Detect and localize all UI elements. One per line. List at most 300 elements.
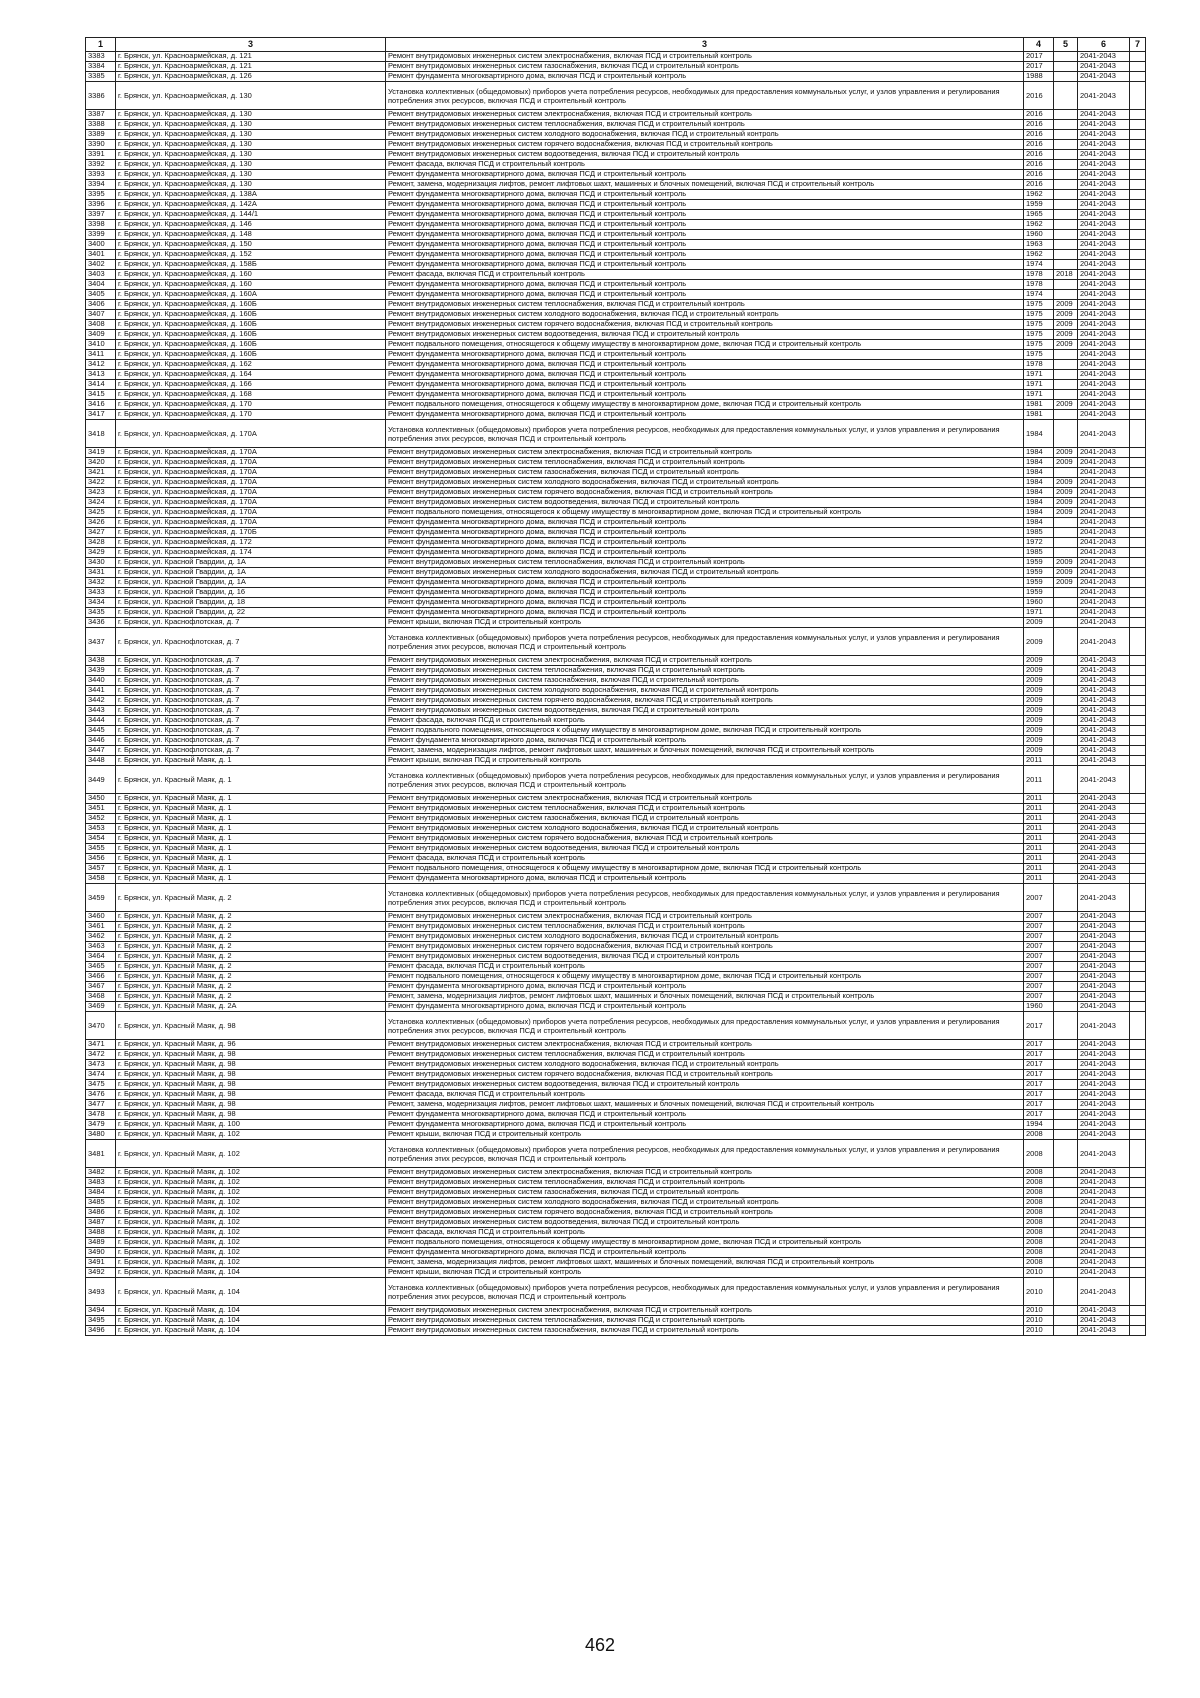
note-cell (1130, 952, 1146, 962)
note-cell (1130, 230, 1146, 240)
year-built-cell: 2016 (1024, 82, 1054, 110)
row-number-cell: 3400 (86, 240, 116, 250)
last-repair-year-cell (1054, 390, 1078, 400)
year-built-cell: 2009 (1024, 726, 1054, 736)
address-cell: г. Брянск, ул. Красноармейская, д. 170 (116, 400, 386, 410)
year-built-cell: 2007 (1024, 932, 1054, 942)
year-built-cell: 2017 (1024, 62, 1054, 72)
row-number-cell: 3480 (86, 1130, 116, 1140)
row-number-cell: 3459 (86, 884, 116, 912)
address-cell: г. Брянск, ул. Красный Маяк, д. 98 (116, 1070, 386, 1080)
last-repair-year-cell (1054, 912, 1078, 922)
planned-period-cell: 2041-2043 (1078, 844, 1130, 854)
table-row (86, 350, 1146, 360)
planned-period-cell: 2041-2043 (1078, 1130, 1130, 1140)
planned-period-cell: 2041-2043 (1078, 1188, 1130, 1198)
note-cell (1130, 736, 1146, 746)
note-cell (1130, 578, 1146, 588)
last-repair-year-cell: 2009 (1054, 448, 1078, 458)
work-type-cell: Ремонт внутридомовых инженерных систем водоотведения, включая ПСД и строительный контроль (386, 1080, 1024, 1090)
last-repair-year-cell: 2009 (1054, 310, 1078, 320)
year-built-cell: 2010 (1024, 1268, 1054, 1278)
note-cell (1130, 300, 1146, 310)
header-cell: 6 (1078, 38, 1130, 52)
address-cell: г. Брянск, ул. Красноармейская, д. 130 (116, 120, 386, 130)
row-number-cell: 3435 (86, 608, 116, 618)
planned-period-cell: 2041-2043 (1078, 884, 1130, 912)
table-row (86, 280, 1146, 290)
table-row (86, 1316, 1146, 1326)
note-cell (1130, 1070, 1146, 1080)
last-repair-year-cell: 2009 (1054, 558, 1078, 568)
note-cell (1130, 1228, 1146, 1238)
last-repair-year-cell (1054, 1040, 1078, 1050)
last-repair-year-cell (1054, 420, 1078, 448)
year-built-cell: 1971 (1024, 370, 1054, 380)
address-cell: г. Брянск, ул. Красный Маяк, д. 2 (116, 912, 386, 922)
year-built-cell: 2016 (1024, 180, 1054, 190)
planned-period-cell: 2041-2043 (1078, 528, 1130, 538)
table-row (86, 696, 1146, 706)
year-built-cell: 2017 (1024, 1110, 1054, 1120)
address-cell: г. Брянск, ул. Красный Маяк, д. 2 (116, 992, 386, 1002)
row-number-cell: 3457 (86, 864, 116, 874)
row-number-cell: 3421 (86, 468, 116, 478)
last-repair-year-cell (1054, 120, 1078, 130)
table-row (86, 1050, 1146, 1060)
table-row (86, 160, 1146, 170)
row-number-cell: 3466 (86, 972, 116, 982)
planned-period-cell: 2041-2043 (1078, 706, 1130, 716)
year-built-cell: 1960 (1024, 230, 1054, 240)
last-repair-year-cell (1054, 140, 1078, 150)
last-repair-year-cell (1054, 370, 1078, 380)
row-number-cell: 3455 (86, 844, 116, 854)
address-cell: г. Брянск, ул. Красноармейская, д. 130 (116, 160, 386, 170)
note-cell (1130, 618, 1146, 628)
row-number-cell: 3452 (86, 814, 116, 824)
row-number-cell: 3437 (86, 628, 116, 656)
last-repair-year-cell (1054, 834, 1078, 844)
row-number-cell: 3428 (86, 538, 116, 548)
last-repair-year-cell (1054, 190, 1078, 200)
address-cell: г. Брянск, ул. Красный Маяк, д. 102 (116, 1130, 386, 1140)
note-cell (1130, 210, 1146, 220)
note-cell (1130, 1218, 1146, 1228)
row-number-cell: 3407 (86, 310, 116, 320)
last-repair-year-cell (1054, 864, 1078, 874)
table-row (86, 150, 1146, 160)
table-row (86, 1012, 1146, 1040)
work-type-cell: Ремонт подвального помещения, относящегося к общему имуществу в многоквартирном доме, включая ПСД и строительный контроль (386, 508, 1024, 518)
last-repair-year-cell (1054, 1130, 1078, 1140)
planned-period-cell: 2041-2043 (1078, 350, 1130, 360)
last-repair-year-cell (1054, 844, 1078, 854)
year-built-cell: 1975 (1024, 350, 1054, 360)
header-cell: 3 (116, 38, 386, 52)
last-repair-year-cell: 2009 (1054, 340, 1078, 350)
work-type-cell: Ремонт фасада, включая ПСД и строительный контроль (386, 854, 1024, 864)
address-cell: г. Брянск, ул. Красный Маяк, д. 1 (116, 844, 386, 854)
last-repair-year-cell (1054, 1120, 1078, 1130)
work-type-cell: Ремонт внутридомовых инженерных систем электроснабжения, включая ПСД и строительный контроль (386, 1306, 1024, 1316)
work-type-cell: Ремонт фундамента многоквартирного дома, включая ПСД и строительный контроль (386, 380, 1024, 390)
note-cell (1130, 320, 1146, 330)
planned-period-cell: 2041-2043 (1078, 1326, 1130, 1336)
work-type-cell: Ремонт внутридомовых инженерных систем холодного водоснабжения, включая ПСД и строительный контроль (386, 1060, 1024, 1070)
table-row (86, 340, 1146, 350)
planned-period-cell: 2041-2043 (1078, 1080, 1130, 1090)
year-built-cell: 1963 (1024, 240, 1054, 250)
last-repair-year-cell (1054, 290, 1078, 300)
planned-period-cell: 2041-2043 (1078, 568, 1130, 578)
work-type-cell: Ремонт подвального помещения, относящегося к общему имуществу в многоквартирном доме, включая ПСД и строительный контроль (386, 972, 1024, 982)
table-row (86, 756, 1146, 766)
year-built-cell: 1975 (1024, 310, 1054, 320)
planned-period-cell: 2041-2043 (1078, 180, 1130, 190)
note-cell (1130, 518, 1146, 528)
work-type-cell: Ремонт внутридомовых инженерных систем теплоснабжения, включая ПСД и строительный контроль (386, 804, 1024, 814)
year-built-cell: 1984 (1024, 488, 1054, 498)
last-repair-year-cell (1054, 528, 1078, 538)
row-number-cell: 3489 (86, 1238, 116, 1248)
work-type-cell: Ремонт фундамента многоквартирного дома, включая ПСД и строительный контроль (386, 608, 1024, 618)
year-built-cell: 1962 (1024, 220, 1054, 230)
planned-period-cell: 2041-2043 (1078, 370, 1130, 380)
table-row (86, 448, 1146, 458)
last-repair-year-cell (1054, 932, 1078, 942)
work-type-cell: Ремонт внутридомовых инженерных систем водоотведения, включая ПСД и строительный контроль (386, 498, 1024, 508)
planned-period-cell: 2041-2043 (1078, 1238, 1130, 1248)
note-cell (1130, 62, 1146, 72)
work-type-cell: Ремонт внутридомовых инженерных систем газоснабжения, включая ПСД и строительный контроль (386, 1326, 1024, 1336)
planned-period-cell: 2041-2043 (1078, 160, 1130, 170)
work-type-cell: Ремонт фундамента многоквартирного дома, включая ПСД и строительный контроль (386, 1110, 1024, 1120)
note-cell (1130, 1002, 1146, 1012)
table-row (86, 706, 1146, 716)
address-cell: г. Брянск, ул. Красноармейская, д. 160Б (116, 300, 386, 310)
address-cell: г. Брянск, ул. Красноармейская, д. 130 (116, 82, 386, 110)
planned-period-cell: 2041-2043 (1078, 190, 1130, 200)
address-cell: г. Брянск, ул. Красноармейская, д. 130 (116, 180, 386, 190)
last-repair-year-cell (1054, 726, 1078, 736)
address-cell: г. Брянск, ул. Красноармейская, д. 150 (116, 240, 386, 250)
work-type-cell: Ремонт внутридомовых инженерных систем холодного водоснабжения, включая ПСД и строительный контроль (386, 932, 1024, 942)
note-cell (1130, 110, 1146, 120)
year-built-cell: 2010 (1024, 1316, 1054, 1326)
year-built-cell: 2007 (1024, 942, 1054, 952)
work-type-cell: Ремонт внутридомовых инженерных систем теплоснабжения, включая ПСД и строительный контроль (386, 558, 1024, 568)
address-cell: г. Брянск, ул. Краснофлотская, д. 7 (116, 706, 386, 716)
row-number-cell: 3451 (86, 804, 116, 814)
note-cell (1130, 370, 1146, 380)
table-row (86, 1178, 1146, 1188)
table-row (86, 1278, 1146, 1306)
work-type-cell: Установка коллективных (общедомовых) приборов учета потребления ресурсов, необходимых для предоставления коммунальных услуг, и узлов управления и регулирования потребления этих ресурсов, включая ПСД и строительный контроль (386, 1012, 1024, 1040)
note-cell (1130, 1140, 1146, 1168)
note-cell (1130, 1012, 1146, 1040)
planned-period-cell: 2041-2043 (1078, 1090, 1130, 1100)
year-built-cell: 2017 (1024, 1060, 1054, 1070)
work-type-cell: Ремонт внутридомовых инженерных систем водоотведения, включая ПСД и строительный контроль (386, 706, 1024, 716)
year-built-cell: 1988 (1024, 72, 1054, 82)
note-cell (1130, 982, 1146, 992)
table-row (86, 834, 1146, 844)
work-type-cell: Ремонт внутридомовых инженерных систем электроснабжения, включая ПСД и строительный контроль (386, 110, 1024, 120)
row-number-cell: 3401 (86, 250, 116, 260)
work-type-cell: Ремонт фундамента многоквартирного дома, включая ПСД и строительный контроль (386, 1002, 1024, 1012)
year-built-cell: 1959 (1024, 568, 1054, 578)
address-cell: г. Брянск, ул. Красный Маяк, д. 102 (116, 1188, 386, 1198)
year-built-cell: 2010 (1024, 1306, 1054, 1316)
last-repair-year-cell (1054, 150, 1078, 160)
last-repair-year-cell (1054, 1070, 1078, 1080)
note-cell (1130, 1278, 1146, 1306)
year-built-cell: 2017 (1024, 52, 1054, 62)
row-number-cell: 3440 (86, 676, 116, 686)
planned-period-cell: 2041-2043 (1078, 390, 1130, 400)
work-type-cell: Ремонт внутридомовых инженерных систем холодного водоснабжения, включая ПСД и строительный контроль (386, 824, 1024, 834)
row-number-cell: 3449 (86, 766, 116, 794)
planned-period-cell: 2041-2043 (1078, 686, 1130, 696)
row-number-cell: 3405 (86, 290, 116, 300)
last-repair-year-cell: 2009 (1054, 458, 1078, 468)
year-built-cell: 2009 (1024, 746, 1054, 756)
planned-period-cell: 2041-2043 (1078, 676, 1130, 686)
table-row (86, 874, 1146, 884)
note-cell (1130, 962, 1146, 972)
table-row (86, 478, 1146, 488)
year-built-cell: 2008 (1024, 1188, 1054, 1198)
year-built-cell: 2016 (1024, 120, 1054, 130)
planned-period-cell: 2041-2043 (1078, 340, 1130, 350)
work-type-cell: Ремонт внутридомовых инженерных систем теплоснабжения, включая ПСД и строительный контроль (386, 120, 1024, 130)
address-cell: г. Брянск, ул. Красной Гвардии, д. 22 (116, 608, 386, 618)
row-number-cell: 3481 (86, 1140, 116, 1168)
address-cell: г. Брянск, ул. Красной Гвардии, д. 1А (116, 558, 386, 568)
note-cell (1130, 330, 1146, 340)
last-repair-year-cell (1054, 1306, 1078, 1316)
year-built-cell: 1975 (1024, 320, 1054, 330)
row-number-cell: 3469 (86, 1002, 116, 1012)
planned-period-cell: 2041-2043 (1078, 1040, 1130, 1050)
table-row (86, 1326, 1146, 1336)
table-row (86, 1218, 1146, 1228)
address-cell: г. Брянск, ул. Красноармейская, д. 130 (116, 110, 386, 120)
work-type-cell: Ремонт фундамента многоквартирного дома, включая ПСД и строительный контроль (386, 290, 1024, 300)
year-built-cell: 2008 (1024, 1218, 1054, 1228)
work-type-cell: Ремонт крыши, включая ПСД и строительный контроль (386, 1130, 1024, 1140)
note-cell (1130, 410, 1146, 420)
planned-period-cell: 2041-2043 (1078, 82, 1130, 110)
work-type-cell: Ремонт внутридомовых инженерных систем горячего водоснабжения, включая ПСД и строительный контроль (386, 1070, 1024, 1080)
planned-period-cell: 2041-2043 (1078, 410, 1130, 420)
row-number-cell: 3476 (86, 1090, 116, 1100)
work-type-cell: Ремонт фасада, включая ПСД и строительный контроль (386, 1090, 1024, 1100)
planned-period-cell: 2041-2043 (1078, 716, 1130, 726)
note-cell (1130, 1188, 1146, 1198)
note-cell (1130, 1060, 1146, 1070)
row-number-cell: 3485 (86, 1198, 116, 1208)
work-type-cell: Ремонт внутридомовых инженерных систем электроснабжения, включая ПСД и строительный контроль (386, 52, 1024, 62)
address-cell: г. Брянск, ул. Краснофлотская, д. 7 (116, 628, 386, 656)
row-number-cell: 3491 (86, 1258, 116, 1268)
note-cell (1130, 1306, 1146, 1316)
planned-period-cell: 2041-2043 (1078, 538, 1130, 548)
table-row (86, 608, 1146, 618)
last-repair-year-cell: 2009 (1054, 498, 1078, 508)
table-row (86, 578, 1146, 588)
row-number-cell: 3402 (86, 260, 116, 270)
row-number-cell: 3478 (86, 1110, 116, 1120)
row-number-cell: 3430 (86, 558, 116, 568)
planned-period-cell: 2041-2043 (1078, 1258, 1130, 1268)
last-repair-year-cell (1054, 942, 1078, 952)
table-row (86, 230, 1146, 240)
planned-period-cell: 2041-2043 (1078, 1268, 1130, 1278)
planned-period-cell: 2041-2043 (1078, 982, 1130, 992)
note-cell (1130, 1120, 1146, 1130)
work-type-cell: Ремонт внутридомовых инженерных систем водоотведения, включая ПСД и строительный контроль (386, 844, 1024, 854)
address-cell: г. Брянск, ул. Красный Маяк, д. 102 (116, 1228, 386, 1238)
row-number-cell: 3473 (86, 1060, 116, 1070)
planned-period-cell: 2041-2043 (1078, 794, 1130, 804)
planned-period-cell: 2041-2043 (1078, 726, 1130, 736)
work-type-cell: Ремонт крыши, включая ПСД и строительный контроль (386, 618, 1024, 628)
address-cell: г. Брянск, ул. Красный Маяк, д. 1 (116, 756, 386, 766)
address-cell: г. Брянск, ул. Красноармейская, д. 130 (116, 140, 386, 150)
last-repair-year-cell (1054, 696, 1078, 706)
year-built-cell: 2017 (1024, 1050, 1054, 1060)
planned-period-cell: 2041-2043 (1078, 1100, 1130, 1110)
year-built-cell: 2009 (1024, 676, 1054, 686)
table-row (86, 912, 1146, 922)
address-cell: г. Брянск, ул. Красный Маяк, д. 1 (116, 804, 386, 814)
work-type-cell: Ремонт, замена, модернизация лифтов, ремонт лифтовых шахт, машинных и блочных помещений, включая ПСД и строительный контроль (386, 1258, 1024, 1268)
note-cell (1130, 468, 1146, 478)
work-type-cell: Ремонт внутридомовых инженерных систем водоотведения, включая ПСД и строительный контроль (386, 150, 1024, 160)
work-type-cell: Ремонт внутридомовых инженерных систем электроснабжения, включая ПСД и строительный контроль (386, 912, 1024, 922)
planned-period-cell: 2041-2043 (1078, 488, 1130, 498)
planned-period-cell: 2041-2043 (1078, 824, 1130, 834)
year-built-cell: 1994 (1024, 1120, 1054, 1130)
table-row (86, 804, 1146, 814)
work-type-cell: Ремонт фундамента многоквартирного дома, включая ПСД и строительный контроль (386, 598, 1024, 608)
row-number-cell: 3474 (86, 1070, 116, 1080)
address-cell: г. Брянск, ул. Красноармейская, д. 170А (116, 468, 386, 478)
address-cell: г. Брянск, ул. Красноармейская, д. 170А (116, 518, 386, 528)
planned-period-cell: 2041-2043 (1078, 1178, 1130, 1188)
address-cell: г. Брянск, ул. Красноармейская, д. 170 (116, 410, 386, 420)
note-cell (1130, 656, 1146, 666)
work-type-cell: Ремонт, замена, модернизация лифтов, ремонт лифтовых шахт, машинных и блочных помещений, включая ПСД и строительный контроль (386, 1100, 1024, 1110)
work-type-cell: Установка коллективных (общедомовых) приборов учета потребления ресурсов, необходимых для предоставления коммунальных услуг, и узлов управления и регулирования потребления этих ресурсов, включая ПСД и строительный контроль (386, 420, 1024, 448)
work-type-cell: Ремонт фасада, включая ПСД и строительный контроль (386, 160, 1024, 170)
note-cell (1130, 814, 1146, 824)
planned-period-cell: 2041-2043 (1078, 1278, 1130, 1306)
row-number-cell: 3434 (86, 598, 116, 608)
table-row (86, 380, 1146, 390)
table-row (86, 508, 1146, 518)
address-cell: г. Брянск, ул. Красноармейская, д. 138А (116, 190, 386, 200)
row-number-cell: 3392 (86, 160, 116, 170)
table-row (86, 190, 1146, 200)
note-cell (1130, 390, 1146, 400)
table-row (86, 240, 1146, 250)
work-type-cell: Ремонт подвального помещения, относящегося к общему имуществу в многоквартирном доме, включая ПСД и строительный контроль (386, 726, 1024, 736)
note-cell (1130, 716, 1146, 726)
table-row (86, 1002, 1146, 1012)
table-row (86, 726, 1146, 736)
year-built-cell: 1984 (1024, 518, 1054, 528)
planned-period-cell: 2041-2043 (1078, 230, 1130, 240)
address-cell: г. Брянск, ул. Красноармейская, д. 126 (116, 72, 386, 82)
note-cell (1130, 160, 1146, 170)
row-number-cell: 3494 (86, 1306, 116, 1316)
table-row (86, 746, 1146, 756)
table-row (86, 130, 1146, 140)
note-cell (1130, 380, 1146, 390)
address-cell: г. Брянск, ул. Красноармейская, д. 160Б (116, 330, 386, 340)
address-cell: г. Брянск, ул. Красный Маяк, д. 2 (116, 884, 386, 912)
last-repair-year-cell (1054, 548, 1078, 558)
planned-period-cell: 2041-2043 (1078, 1208, 1130, 1218)
last-repair-year-cell (1054, 1168, 1078, 1178)
row-number-cell: 3445 (86, 726, 116, 736)
address-cell: г. Брянск, ул. Красный Маяк, д. 98 (116, 1080, 386, 1090)
note-cell (1130, 1130, 1146, 1140)
note-cell (1130, 1040, 1146, 1050)
last-repair-year-cell (1054, 1326, 1078, 1336)
last-repair-year-cell (1054, 746, 1078, 756)
row-number-cell: 3384 (86, 62, 116, 72)
table-row (86, 1070, 1146, 1080)
table-row (86, 330, 1146, 340)
note-cell (1130, 746, 1146, 756)
work-type-cell: Ремонт фундамента многоквартирного дома, включая ПСД и строительный контроль (386, 360, 1024, 370)
table-row (86, 1208, 1146, 1218)
year-built-cell: 1962 (1024, 250, 1054, 260)
note-cell (1130, 608, 1146, 618)
planned-period-cell: 2041-2043 (1078, 250, 1130, 260)
planned-period-cell: 2041-2043 (1078, 548, 1130, 558)
work-type-cell: Ремонт внутридомовых инженерных систем газоснабжения, включая ПСД и строительный контроль (386, 814, 1024, 824)
last-repair-year-cell (1054, 360, 1078, 370)
row-number-cell: 3446 (86, 736, 116, 746)
row-number-cell: 3483 (86, 1178, 116, 1188)
address-cell: г. Брянск, ул. Красный Маяк, д. 104 (116, 1326, 386, 1336)
row-number-cell: 3448 (86, 756, 116, 766)
address-cell: г. Брянск, ул. Красноармейская, д. 160 (116, 280, 386, 290)
address-cell: г. Брянск, ул. Красной Гвардии, д. 18 (116, 598, 386, 608)
row-number-cell: 3482 (86, 1168, 116, 1178)
note-cell (1130, 1316, 1146, 1326)
table-row (86, 1238, 1146, 1248)
work-type-cell: Ремонт внутридомовых инженерных систем теплоснабжения, включая ПСД и строительный контроль (386, 458, 1024, 468)
last-repair-year-cell (1054, 538, 1078, 548)
planned-period-cell: 2041-2043 (1078, 598, 1130, 608)
note-cell (1130, 360, 1146, 370)
work-type-cell: Ремонт внутридомовых инженерных систем горячего водоснабжения, включая ПСД и строительный контроль (386, 942, 1024, 952)
last-repair-year-cell (1054, 982, 1078, 992)
note-cell (1130, 756, 1146, 766)
planned-period-cell: 2041-2043 (1078, 618, 1130, 628)
work-type-cell: Ремонт внутридомовых инженерных систем горячего водоснабжения, включая ПСД и строительный контроль (386, 140, 1024, 150)
address-cell: г. Брянск, ул. Красный Маяк, д. 102 (116, 1198, 386, 1208)
address-cell: г. Брянск, ул. Красноармейская, д. 170А (116, 508, 386, 518)
work-type-cell: Установка коллективных (общедомовых) приборов учета потребления ресурсов, необходимых для предоставления коммунальных услуг, и узлов управления и регулирования потребления этих ресурсов, включая ПСД и строительный контроль (386, 1140, 1024, 1168)
address-cell: г. Брянск, ул. Красноармейская, д. 121 (116, 62, 386, 72)
